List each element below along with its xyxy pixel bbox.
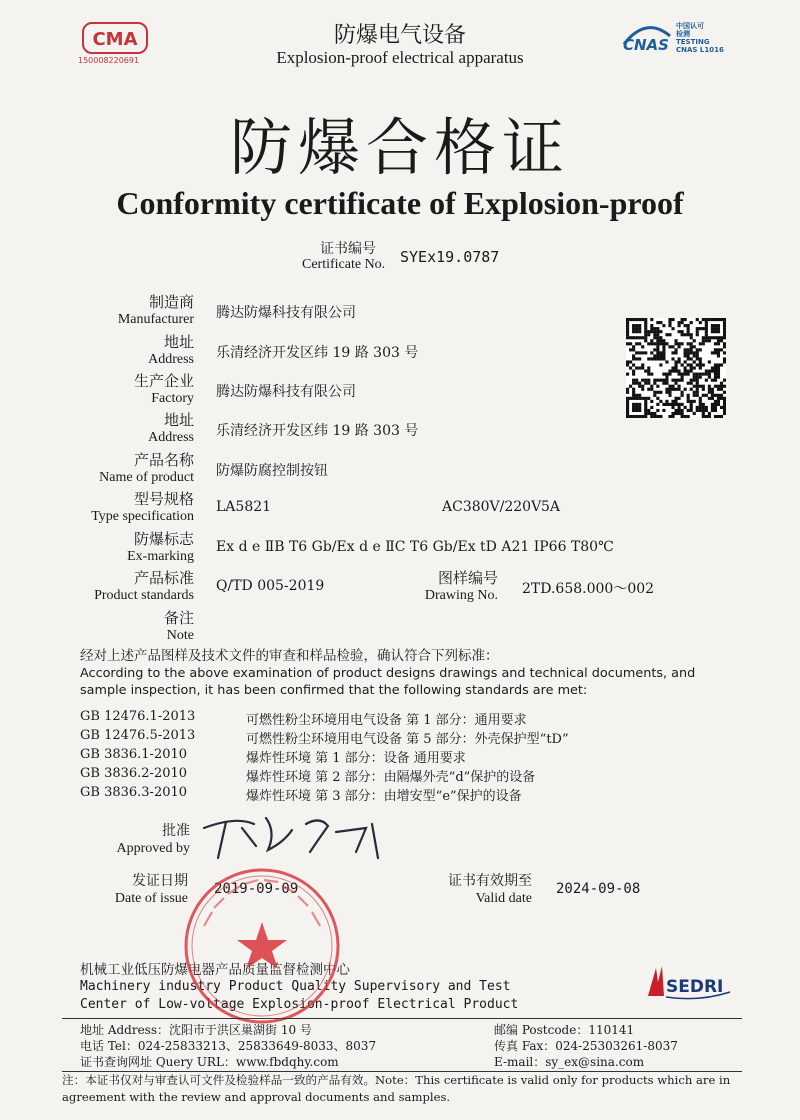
standard-desc: 爆炸性环境 第 3 部分：由增安型“e”保护的设备 <box>246 789 522 804</box>
standard-code: GB 3836.1-2010 <box>80 747 188 762</box>
cnas-caption <box>676 22 724 54</box>
official-seal <box>182 866 342 1030</box>
issue-date-label: 发证日期 Date of issue <box>114 873 188 906</box>
standard-desc: 爆炸性环境 第 2 部分：由隔爆外壳“d”保护的设备 <box>246 770 536 785</box>
type-spec-value: LA5821 <box>216 499 272 515</box>
product-standards-value: Q/TD 005-2019 <box>216 578 325 594</box>
certificate-title-en: Conformity certificate of Explosion-proof <box>116 185 684 221</box>
cnas-line-3: TESTING <box>676 38 710 46</box>
address-value: 乐清经济开发区纬 19 路 303 号 <box>216 345 419 361</box>
standard-desc: 可燃性粉尘环境用电气设备 第 5 部分：外壳保护型“tD” <box>246 732 569 747</box>
footnote: 注：本证书仅对与审查认可文件及检验样品一致的产品有效。Note：This certificate is valid only for products which are in agreement with the review and approval documents and samples. <box>62 1073 731 1104</box>
contact-fax: 传真 Fax：024-25303261-8037 <box>494 1039 678 1053</box>
factory-address-label: 地址 Address <box>148 411 194 445</box>
note-label: 备注 Note <box>163 609 194 643</box>
standard-desc: 可燃性粉尘环境用电气设备 第 1 部分：通用要求 <box>246 713 527 728</box>
cnas-line-2: 检测 <box>676 30 690 38</box>
issue-date: 2019-09-09 <box>214 881 299 897</box>
header-title-en: Explosion-proof electrical apparatus <box>276 48 524 67</box>
product-standards-label: 产品标准 Product standards <box>94 569 194 603</box>
factory-value: 腾达防爆科技有限公司 <box>216 384 356 400</box>
address-label: 地址 Address <box>148 333 194 367</box>
type-spec-current: 5A <box>541 499 561 515</box>
statement-en: According to the above examination of product designs drawings and technical documents, and sample inspection, it has been confirmed that the following standards are met: <box>80 666 696 698</box>
approved-by-label: 批准 Approved by <box>116 823 190 856</box>
sedri-logo <box>644 962 734 1006</box>
cnas-line-4: CNAS L1016 <box>676 46 724 54</box>
certificate-number: SYEx19.0787 <box>400 248 500 266</box>
sedri-logo-text: SEDRI <box>666 977 724 997</box>
certificate-title-cn: 防爆合格证 <box>229 111 570 184</box>
product-name-label: 产品名称 Name of product <box>99 451 194 485</box>
contact-query-url[interactable]: 证书查询网址 Query URL：www.fbdqhy.com <box>80 1055 339 1069</box>
type-spec-label: 型号规格 Type specification <box>91 490 194 524</box>
cnas-logo-text: CNAS <box>623 36 669 54</box>
manufacturer-label: 制造商 Manufacturer <box>117 293 194 327</box>
contact-email[interactable]: E-mail：sy_ex@sina.com <box>494 1055 645 1069</box>
cma-logo-text: CMA <box>92 29 138 50</box>
divider <box>62 1018 742 1019</box>
ex-marking-value: Ex d e ⅡB T6 Gb/Ex d e ⅡC T6 Gb/Ex tD A21 IP66 T80℃ <box>216 539 614 555</box>
standard-desc: 爆炸性环境 第 1 部分：设备 通用要求 <box>246 751 466 766</box>
manufacturer-value: 腾达防爆科技有限公司 <box>216 305 356 321</box>
drawing-no-label: 图样编号 Drawing No. <box>424 569 498 603</box>
organization-name-en: Machinery industry Product Quality Supervisory and Test Center of Low-voltage Explosion-proof Electrical Product <box>80 979 519 1012</box>
valid-date: 2024-09-08 <box>556 881 641 897</box>
standard-code: GB 12476.1-2013 <box>80 709 196 724</box>
qr-code <box>626 318 726 418</box>
factory-label: 生产企业 Factory <box>133 372 194 406</box>
cnas-line-1: 中国认可 <box>676 22 704 30</box>
cnas-logo <box>618 20 674 64</box>
approval-signature <box>196 806 396 870</box>
certificate-no-label-en: Certificate No. <box>302 257 386 272</box>
factory-address-value: 乐清经济开发区纬 19 路 303 号 <box>216 423 419 439</box>
header-title-cn: 防爆电气设备 <box>333 23 466 48</box>
standard-code: GB 3836.2-2010 <box>80 766 188 781</box>
product-name-value: 防爆防腐控制按钮 <box>216 463 328 479</box>
standard-code: GB 3836.3-2010 <box>80 785 188 800</box>
cma-code: 150008220691 <box>78 56 140 65</box>
contact-address: 地址 Address：沈阳市于洪区巢湖街 10 号 <box>80 1023 312 1037</box>
compliance-statement <box>80 648 740 699</box>
type-spec-voltage: AC380V/220V <box>442 499 542 515</box>
valid-date-label: 证书有效期至 Valid date <box>448 873 532 906</box>
standard-code: GB 12476.5-2013 <box>80 728 196 743</box>
contact-postcode: 邮编 Postcode：110141 <box>494 1023 635 1037</box>
drawing-no-value: 2TD.658.000～002 <box>522 581 655 597</box>
statement-cn: 经对上述产品图样及技术文件的审查和样品检验，确认符合下列标准： <box>80 648 499 664</box>
contact-tel: 电话 Tel：024-25833213、25833649-8033、8037 <box>80 1039 377 1053</box>
organization-name-cn: 机械工业低压防爆电器产品质量监督检测中心 <box>80 962 350 978</box>
certificate-no-label-cn: 证书编号 <box>320 241 376 257</box>
ex-marking-label: 防爆标志 Ex-marking <box>127 530 194 564</box>
